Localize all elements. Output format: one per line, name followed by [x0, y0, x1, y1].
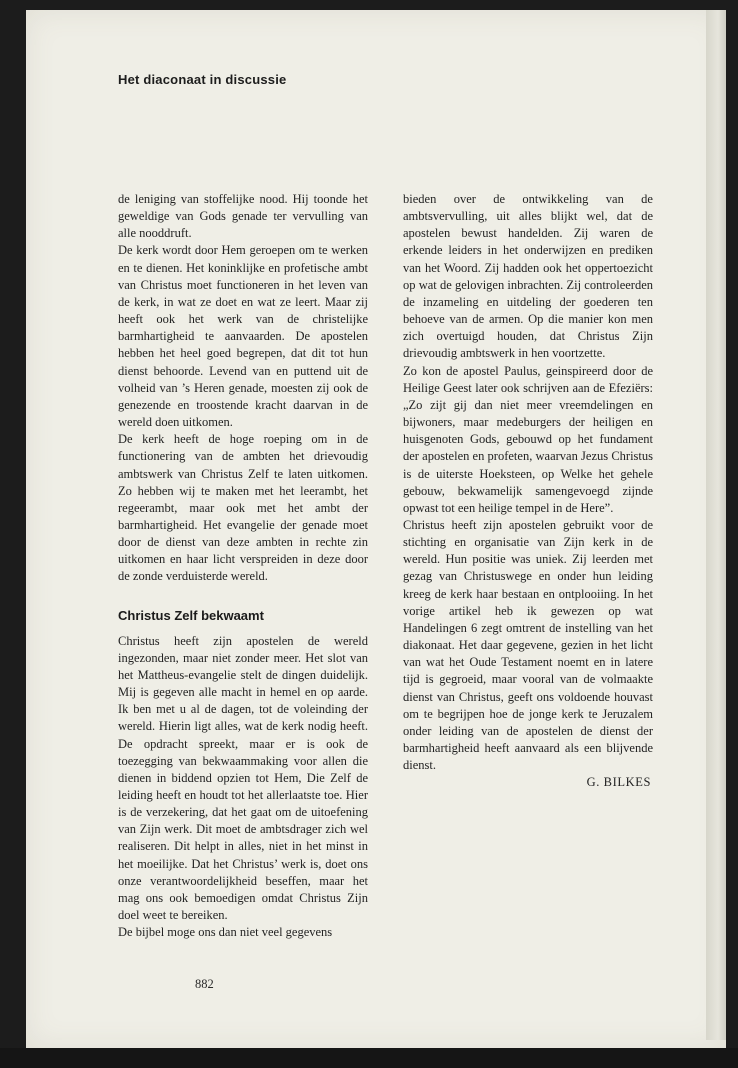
- author-signature: G. BILKES: [586, 775, 651, 790]
- paragraph: De bijbel moge ons dan niet veel gegevens: [118, 925, 333, 940]
- page-number: 882: [195, 977, 214, 991]
- left-column: [118, 191, 368, 941]
- paragraph: Christus heeft zijn apostelen de wereld ingezonden, maar niet zonder meer. Het slot van het Mattheus-evangelie stelt de dingen duidelijk. Mij is gegeven alle macht in hemel en op aarde. Ik ben met u al de dagen, tot de voleinding der wereld. Hierin ligt alles, wat de kerk nodig heeft. De opdracht spreekt, maar er is ook de toezegging van bekwaammaking voor allen die dienen in biddend opzien tot Hem, Die Zelf de leiding heeft en houdt tot het allerlaatste toe. Hier is de verzekering, dat het gaat om de uitoefening van Zijn werk. Dit moet de ambtsdrager zich wel realiseren. Dit helpt in alles, niet in het minst in het moeilijke. Dat het Christus’ werk is, doet ons onze verantwoordelijkheid beseffen, maar het mag ons ook bemoedigen omdat Christus Zijn doel weet te bereiken.: [118, 633, 368, 923]
- page-edge: [706, 10, 726, 1040]
- section-heading: Christus Zelf bekwaamt: [118, 607, 264, 623]
- paragraph: De kerk wordt door Hem geroepen om te werken en te dienen. Het koninklijke en profetische ambt van Christus moet functioneren in het leven van de kerk, in wat ze doet en wat ze leert. Maar zij heeft ook het werk van de christelijke barmhartigheid te aanvaarden. De apostelen hebben het heel goed begrepen, dat dit tot hun dienst behoorde. Levend van en puttend uit de volheid van ’s Heren genade, moesten zij ook de genezende en troostende kracht daarvan in de wereld doen uitkomen.: [118, 243, 368, 430]
- paragraph: De kerk heeft de hoge roeping om in de functionering van de ambten het drievoudig ambtswerk van Christus Zelf te laten uitkomen. Zo hebben wij te maken met het leerambt, het regeerambt, maar ook met het ambt der barmhartigheid. Het evangelie der genade moet door de dienst van deze ambten in rechte zin uitkomen en haar licht verspreiden in deze door de zonde verduisterde wereld.: [118, 432, 368, 584]
- running-head: Het diaconaat in discussie: [118, 72, 287, 87]
- paragraph: de leniging van stoffelijke nood. Hij toonde het geweldige van Gods genade ter vervulling van alle nooddruft.: [118, 192, 368, 241]
- scan-border: [0, 1048, 738, 1068]
- paragraph: Zo kon de apostel Paulus, geinspireerd door de Heilige Geest later ook schrijven aan de Efeziërs: „Zo zijt gij dan niet meer vreemdelingen en bijwoners, maar medeburgers der heiligen en huisgenoten Gods, gebouwd op het fundament der apostelen en profeten, waarvan Jezus Christus is de uiterste Hoeksteen, op Welke het gehele gebouw, bekwamelijk samengevoegd zijnde opwast tot een heilige tempel in de Here”.: [403, 363, 653, 515]
- paragraph: Christus heeft zijn apostelen gebruikt voor de stichting en organisatie van Zijn kerk in de wereld. Hun positie was uniek. Zij leerden met gezag van Christuswege en onder hun leiding kreeg de kerk haar bestaan en ontplooiing. In het vorige artikel heb ik gewezen op wat Handelingen 6 zegt omtrent de instelling van het diakonaat. Het daar gegevene, gezien in het licht van wat het Oude Testament noemt en in latere tijd is gegroeid, maar vooral van de volmaakte dienst van Christus, geeft ons voldoende houvast om te begrijpen hoe de jonge kerk te Jeruzalem onder leiding van de apostelen de dienst der barmhartigheid heeft aanvaard als een blijvende dienst.: [403, 517, 653, 773]
- paragraph: bieden over de ontwikkeling van de ambtsvervulling, uit alles blijkt wel, dat de apostelen bewust handelden. Zij waren de erkende leiders in het onderwijzen en prediken van het Woord. Zij hadden ook het oppertoezicht op wat de gelovigen inbrachten. Zij controleerden de inzameling en uitdeling der goederen ten behoeve van de armen. Op die manier kon men zich overtuigd houden, dat Christus Zijn drievoudig ambtswerk in hen voortzette.: [403, 192, 653, 361]
- right-column: [403, 191, 653, 791]
